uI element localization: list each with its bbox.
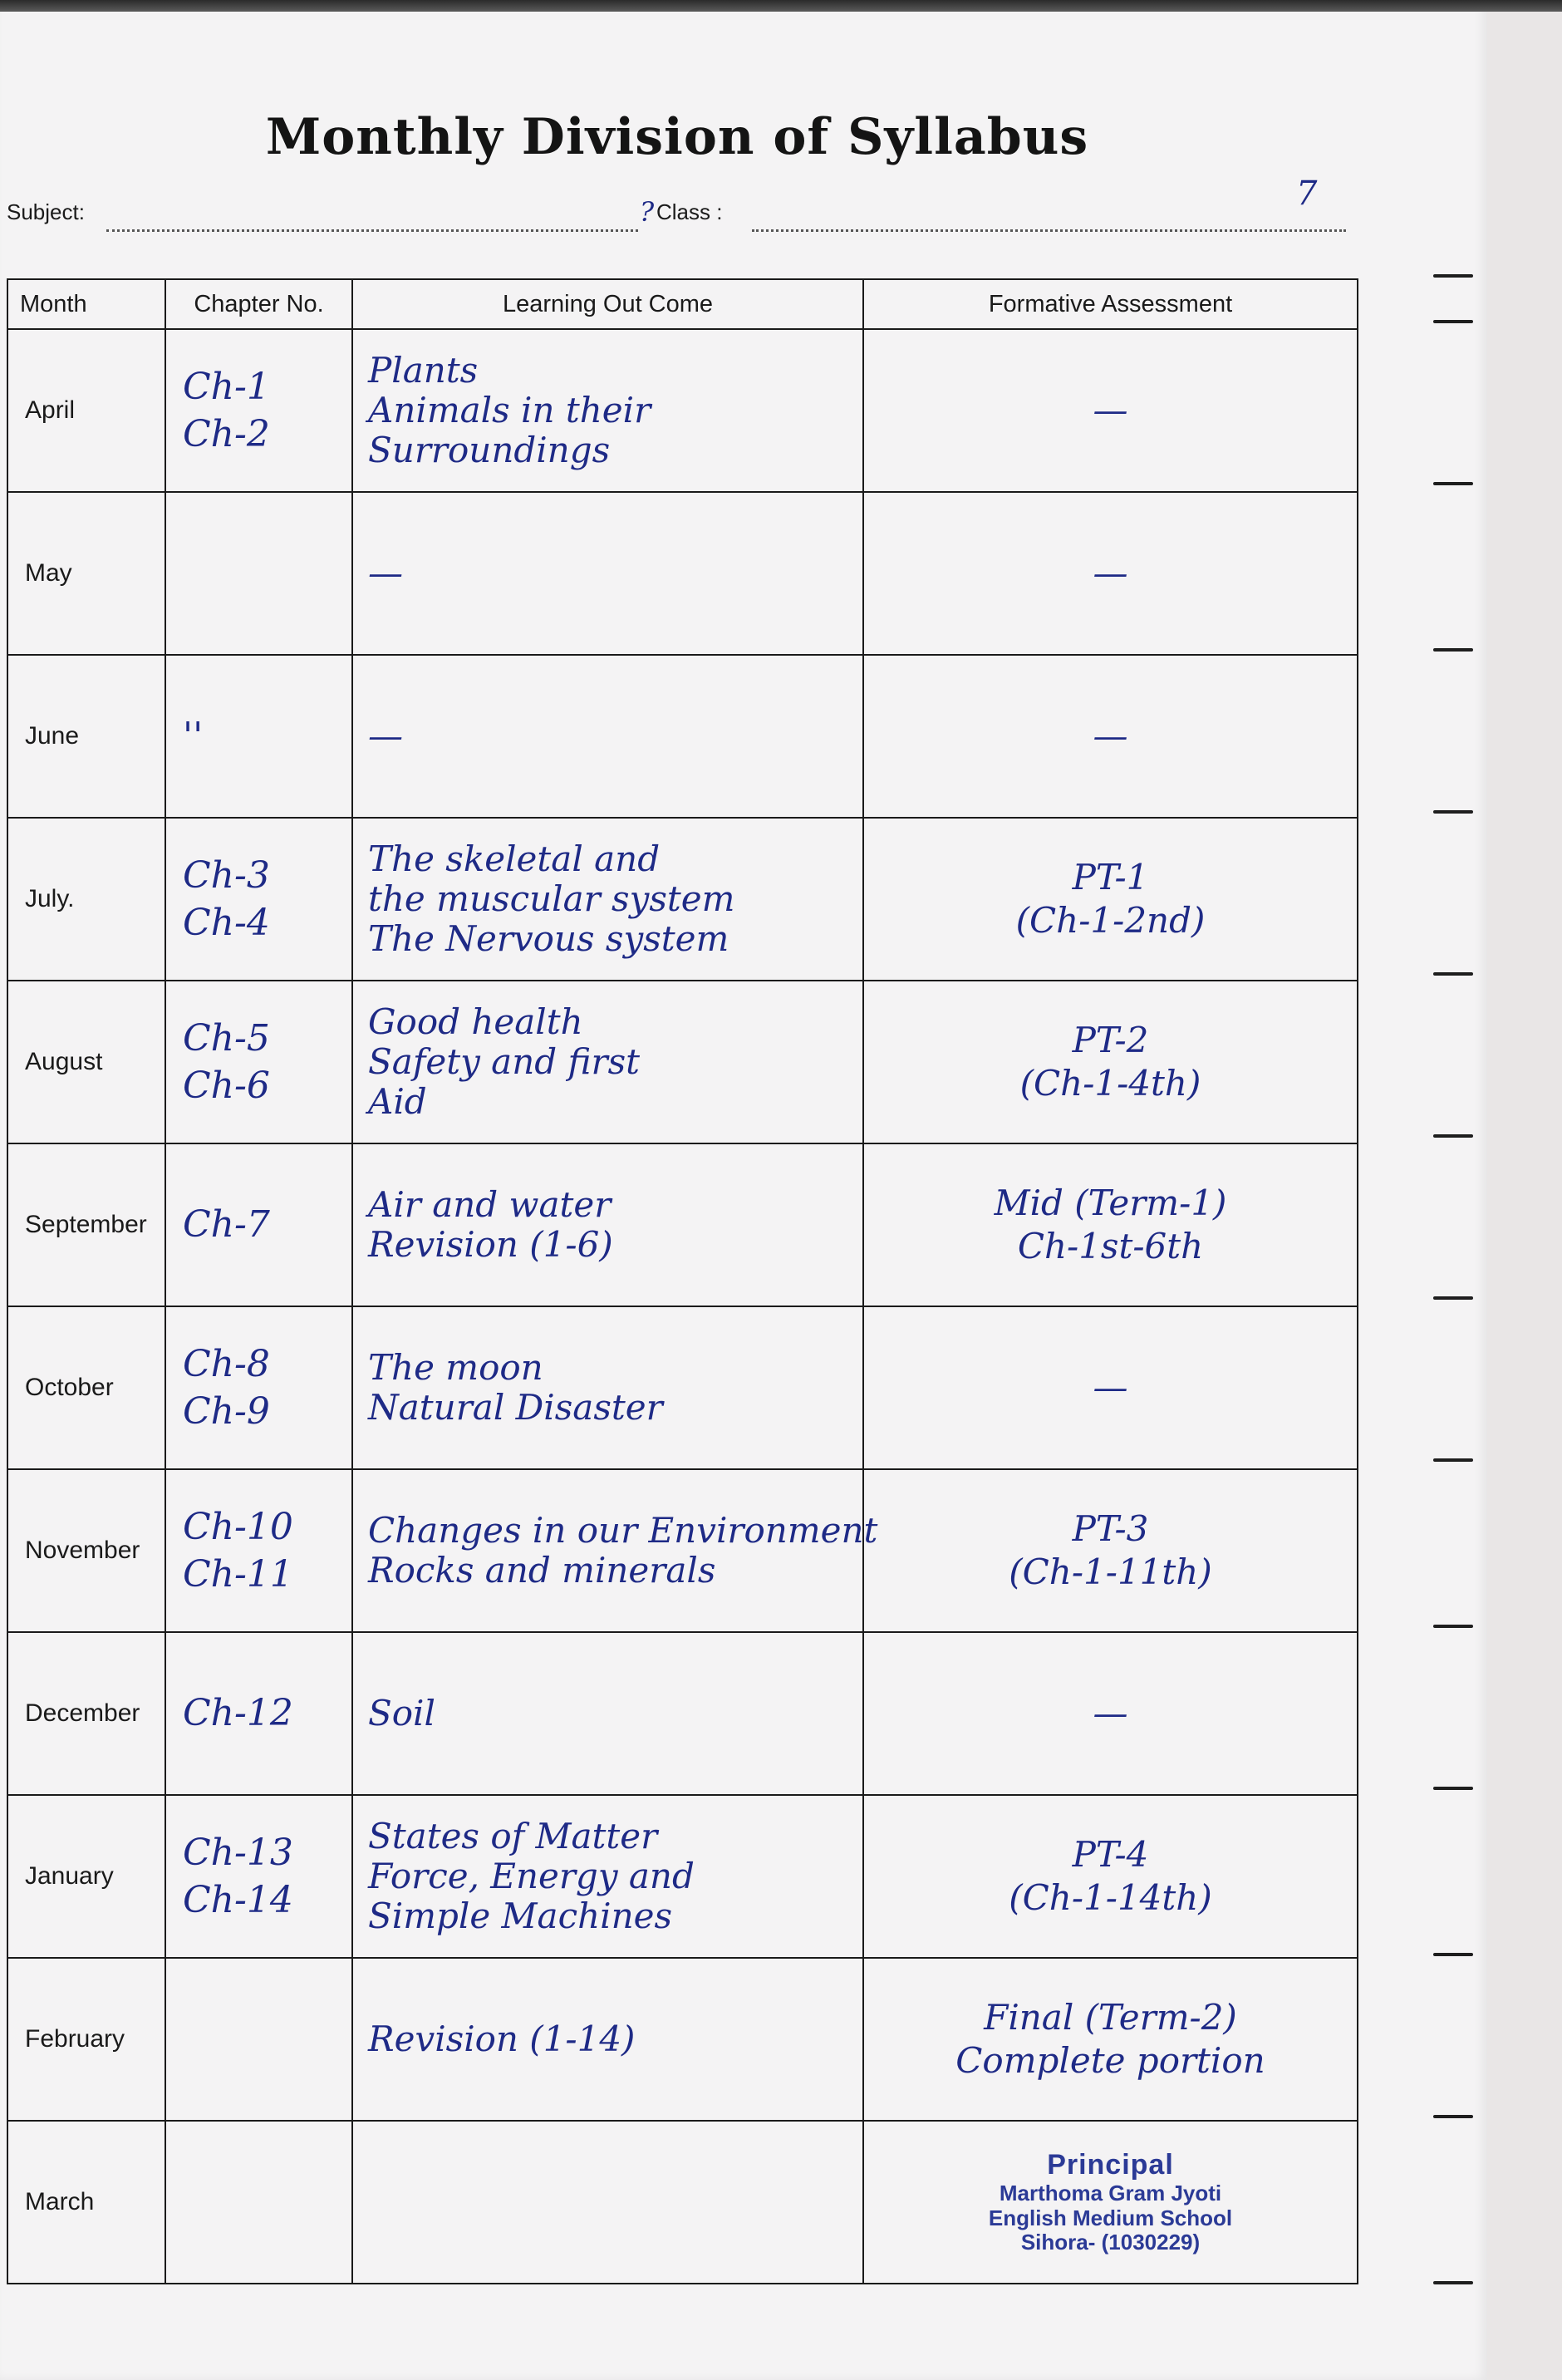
assessment-cell	[863, 981, 1358, 1143]
stamp-title: Principal	[1047, 2148, 1174, 2181]
month-cell: June	[7, 655, 165, 818]
assessment-cell	[863, 492, 1358, 655]
learning-line: States of Matter	[368, 1815, 658, 1856]
stamp-line: Sihora- (1030229)	[1020, 2230, 1201, 2255]
assessment-cell	[863, 2121, 1358, 2284]
table-row	[7, 1306, 1358, 1469]
learning-line: Natural Disaster	[368, 1387, 663, 1428]
page-title: Monthly Division of Syllabus	[265, 108, 1089, 166]
table-row	[7, 1143, 1358, 1306]
assessment-line: (Ch-1-14th)	[1009, 1877, 1212, 1918]
month-cell: August	[7, 981, 165, 1143]
assessment-line: (Ch-1-2nd)	[1015, 900, 1206, 941]
margin-tick	[1433, 1134, 1473, 1138]
chapter-cell	[165, 1958, 352, 2121]
learning-line: The skeletal and	[368, 838, 661, 879]
subject-mark: ?	[640, 196, 655, 228]
margin-tick	[1433, 1953, 1473, 1956]
learning-line: Plants	[368, 349, 479, 391]
assessment-line: —	[1093, 1366, 1128, 1408]
learning-cell	[352, 2121, 863, 2284]
page-top-edge	[0, 0, 1562, 12]
learning-line: Soil	[368, 1692, 435, 1733]
month-cell: November	[7, 1469, 165, 1632]
stamp-line: Marthoma Gram Jyoti	[999, 2180, 1222, 2205]
table-row	[7, 1795, 1358, 1958]
chapter-line: Ch-1	[183, 365, 270, 408]
chapter-cell	[165, 1469, 352, 1632]
margin-tick	[1433, 972, 1473, 976]
learning-line: Simple Machines	[368, 1896, 673, 1937]
learning-line: the muscular system	[368, 878, 735, 919]
chapter-line: Ch-8	[183, 1342, 270, 1385]
assessment-line: —	[1093, 389, 1128, 430]
assessment-cell	[863, 1306, 1358, 1469]
month-cell: January	[7, 1795, 165, 1958]
learning-line: Revision (1-14)	[368, 2018, 636, 2059]
chapter-cell	[165, 492, 352, 655]
margin-ruling	[1433, 0, 1491, 2380]
chapter-cell	[165, 1143, 352, 1306]
month-cell: April	[7, 329, 165, 492]
margin-tick	[1433, 320, 1473, 323]
chapter-line: Ch-3	[183, 853, 270, 897]
margin-tick	[1433, 2281, 1473, 2284]
month-cell: May	[7, 492, 165, 655]
table-row	[7, 981, 1358, 1143]
class-label: Class :	[656, 199, 723, 224]
learning-line: —	[368, 715, 403, 756]
learning-line: Surroundings	[368, 430, 611, 471]
chapter-cell	[165, 1632, 352, 1795]
chapter-line: Ch-7	[183, 1203, 270, 1247]
assessment-line: PT-4	[1072, 1833, 1149, 1875]
assessment-line: —	[1093, 1692, 1128, 1733]
assessment-line: (Ch-1-4th)	[1019, 1063, 1201, 1104]
learning-line: Animals in their	[368, 389, 651, 430]
margin-tick	[1433, 482, 1473, 485]
learning-line: Safety and first	[368, 1040, 641, 1082]
chapter-line: Ch-13	[183, 1831, 293, 1874]
assessment-line: Ch-1st-6th	[1017, 1226, 1204, 1266]
margin-tick	[1433, 1458, 1473, 1462]
assessment-cell	[863, 1469, 1358, 1632]
learning-cell	[352, 981, 863, 1143]
learning-cell	[352, 1958, 863, 2121]
class-dotted-line	[752, 229, 1346, 232]
assessment-cell	[863, 1143, 1358, 1306]
subject-label: Subject:	[7, 199, 85, 224]
assessment-cell	[863, 818, 1358, 981]
month-cell: February	[7, 1958, 165, 2121]
column-header-learning: Learning Out Come	[352, 279, 863, 329]
learning-line: Good health	[368, 1001, 583, 1042]
chapter-line: Ch-5	[183, 1016, 270, 1060]
learning-line: —	[368, 552, 403, 593]
chapter-cell	[165, 2121, 352, 2284]
learning-cell	[352, 329, 863, 492]
table-row	[7, 1958, 1358, 2121]
month-cell: October	[7, 1306, 165, 1469]
month-cell: July.	[7, 818, 165, 981]
margin-tick	[1433, 810, 1473, 814]
month-cell: December	[7, 1632, 165, 1795]
table-row	[7, 1469, 1358, 1632]
learning-line: The Nervous system	[368, 918, 729, 960]
margin-tick	[1433, 1296, 1473, 1300]
assessment-line: PT-2	[1072, 1019, 1149, 1060]
chapter-cell	[165, 981, 352, 1143]
table-row	[7, 2121, 1358, 2284]
column-header-chapter: Chapter No.	[165, 279, 352, 329]
learning-line: Force, Energy and	[368, 1855, 695, 1896]
learning-cell	[352, 1632, 863, 1795]
assessment-line: —	[1093, 552, 1128, 593]
assessment-line: (Ch-1-11th)	[1009, 1551, 1212, 1592]
table-row	[7, 655, 1358, 818]
table-row	[7, 329, 1358, 492]
column-header-assessment: Formative Assessment	[863, 279, 1358, 329]
chapter-line: Ch-14	[183, 1879, 293, 1921]
learning-cell	[352, 818, 863, 981]
learning-cell	[352, 1469, 878, 1632]
chapter-cell	[165, 655, 352, 818]
assessment-cell	[863, 655, 1358, 818]
margin-tick	[1433, 1787, 1473, 1790]
chapter-line: Ch-12	[183, 1692, 293, 1735]
month-cell: September	[7, 1143, 165, 1306]
principal-stamp	[865, 2149, 1356, 2256]
assessment-line: PT-1	[1072, 856, 1149, 897]
learning-line: The moon	[368, 1346, 543, 1388]
chapter-cell	[165, 1306, 352, 1469]
margin-tick	[1433, 274, 1473, 278]
stamp-line: English Medium School	[988, 2205, 1233, 2230]
assessment-cell	[863, 1958, 1358, 2121]
learning-cell	[352, 1795, 863, 1958]
assessment-line: Mid (Term-1)	[994, 1182, 1227, 1223]
chapter-cell	[165, 818, 352, 981]
learning-cell	[352, 1143, 863, 1306]
month-cell: March	[7, 2121, 165, 2284]
table-row	[7, 1632, 1358, 1795]
assessment-cell	[863, 1632, 1358, 1795]
column-header-month: Month	[7, 279, 165, 329]
assessment-line: PT-3	[1072, 1507, 1149, 1549]
learning-cell	[352, 492, 863, 655]
chapter-line: Ch-2	[183, 413, 270, 455]
assessment-line: Final (Term-2)	[984, 1996, 1237, 2038]
table-row	[7, 492, 1358, 655]
assessment-cell	[863, 1795, 1358, 1958]
assessment-line: Complete portion	[955, 2040, 1265, 2081]
margin-tick	[1433, 648, 1473, 652]
chapter-line: Ch-9	[183, 1390, 270, 1433]
learning-line: Revision (1-6)	[368, 1224, 613, 1265]
chapter-line: Ch-10	[183, 1505, 293, 1548]
learning-line: Changes in our Environment	[368, 1509, 878, 1551]
learning-line: Rocks and minerals	[368, 1550, 716, 1591]
learning-cell	[352, 655, 863, 818]
assessment-line: —	[1093, 715, 1128, 756]
chapter-line: ''	[183, 715, 204, 758]
chapter-cell	[165, 329, 352, 492]
assessment-cell	[863, 329, 1358, 492]
learning-line: Air and water	[368, 1183, 612, 1225]
class-value: 7	[1296, 175, 1318, 213]
chapter-line: Ch-6	[183, 1065, 270, 1107]
table-header-row	[7, 279, 1358, 329]
table-row	[7, 818, 1358, 981]
margin-tick	[1433, 1625, 1473, 1628]
subject-dotted-line	[106, 229, 638, 232]
chapter-line: Ch-11	[183, 1553, 293, 1596]
margin-tick	[1433, 2115, 1473, 2118]
chapter-cell	[165, 1795, 352, 1958]
syllabus-table	[7, 278, 1358, 2284]
learning-line: Aid	[368, 1081, 427, 1123]
learning-cell	[352, 1306, 863, 1469]
chapter-line: Ch-4	[183, 902, 270, 944]
